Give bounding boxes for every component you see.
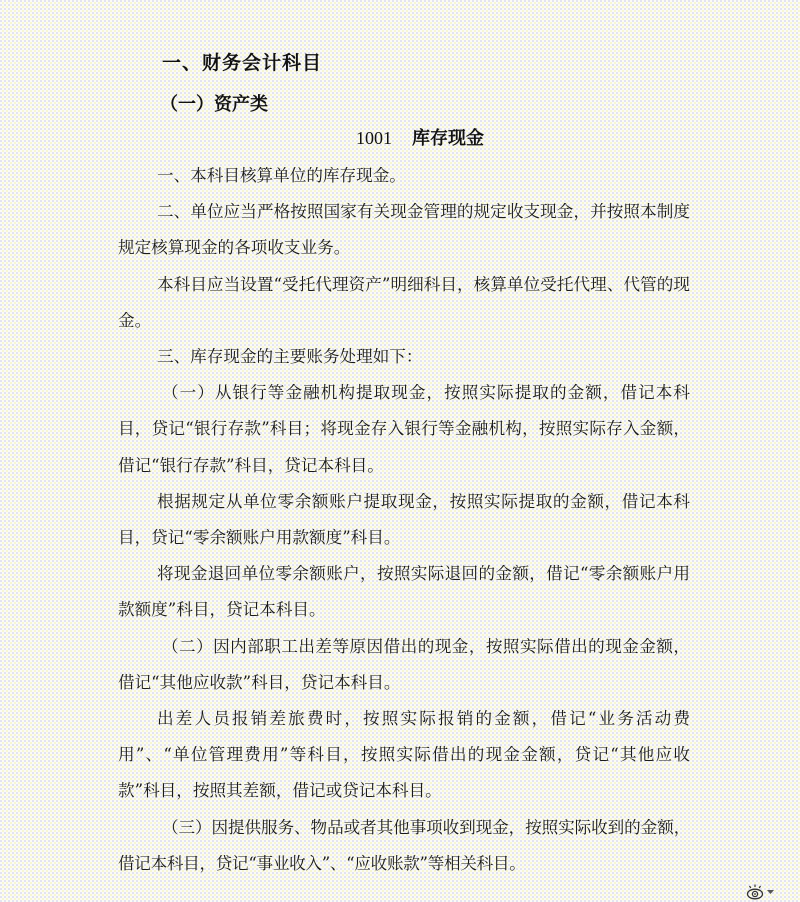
eye-icon: [746, 884, 764, 900]
paragraph: （一）从银行等金融机构提取现金，按照实际提取的金额，借记本科目，贷记“银行存款”科目；将现金存入银行等金融机构，按照实际存入金额，借记“银行存款”科目，贷记本科目。: [118, 383, 690, 475]
paragraph: 根据规定从单位零余额账户提取现金，按照实际提取的金额，借记本科目，贷记“零余额账户用款额度”科目。: [118, 491, 690, 548]
account-name: 库存现金: [412, 128, 484, 149]
paragraph: 一、本科目核算单位的库存现金。: [157, 166, 406, 185]
category-heading: （一）资产类: [160, 94, 268, 115]
document-body: [118, 158, 690, 882]
paragraph: 将现金退回单位零余额账户，按照实际退回的金额，借记“零余额账户用款额度”科目，贷记本科目。: [118, 564, 690, 620]
account-code: 1001: [356, 128, 392, 148]
paragraph: 三、库存现金的主要账务处理如下：: [157, 347, 423, 367]
view-options-button[interactable]: [746, 884, 776, 900]
paragraph: 二、单位应当严格按照国家有关现金管理的规定收支现金，并按照本制度规定核算现金的各项收支业务。: [118, 202, 690, 258]
account-title: [356, 124, 484, 150]
paragraph: 本科目应当设置“受托代理资产”明细科目，核算单位受托代理、代管的现金。: [118, 274, 690, 330]
caret-down-icon: [767, 890, 774, 895]
section-heading: 一、财务会计科目: [162, 52, 323, 74]
paragraph: （二）因内部职工出差等原因借出的现金，按照实际借出的现金金额，借记“其他应收款”科目，贷记本科目。: [118, 636, 690, 692]
paragraph: （三）因提供服务、物品或者其他事项收到现金，按照实际收到的金额，借记本科目，贷记“事业收入”、“应收账款”等相关科目。: [118, 817, 690, 873]
paragraph: 出差人员报销差旅费时，按照实际报销的金额，借记“业务活动费用”、“单位管理费用”等科目，按照实际借出的现金金额，贷记“其他应收款”科目，按照其差额，借记或贷记本科目。: [118, 709, 690, 801]
